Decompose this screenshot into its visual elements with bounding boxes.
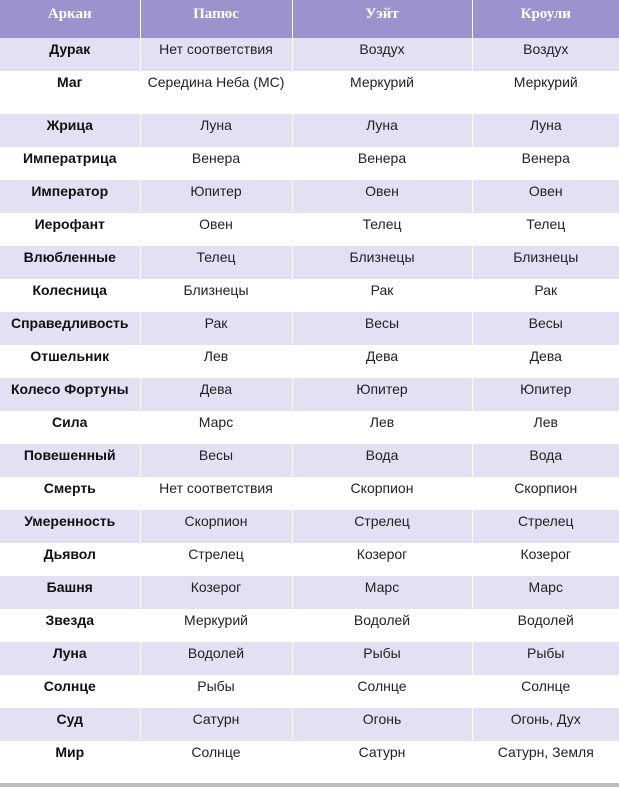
table-header xyxy=(0,0,619,38)
papus-cell: Солнце xyxy=(140,741,292,776)
papus-cell: Середина Неба (MC) xyxy=(140,71,292,114)
crowley-cell: Рак xyxy=(472,279,619,312)
table-row xyxy=(0,213,619,246)
arcana-cell: Повешенный xyxy=(0,444,140,477)
arcana-cell: Справедливость xyxy=(0,312,140,345)
table-row xyxy=(0,180,619,213)
papus-cell: Марс xyxy=(140,411,292,444)
papus-cell: Луна xyxy=(140,114,292,147)
table-row xyxy=(0,543,619,576)
waite-cell: Лев xyxy=(292,411,472,444)
arcana-cell: Солнце xyxy=(0,675,140,708)
crowley-cell: Меркурий xyxy=(472,71,619,114)
crowley-cell: Стрелец xyxy=(472,510,619,543)
crowley-cell: Рыбы xyxy=(472,642,619,675)
waite-cell: Овен xyxy=(292,180,472,213)
waite-cell: Солнце xyxy=(292,675,472,708)
waite-cell: Весы xyxy=(292,312,472,345)
papus-cell: Лев xyxy=(140,345,292,378)
papus-cell: Весы xyxy=(140,444,292,477)
arcana-cell: Дурак xyxy=(0,38,140,71)
table-row xyxy=(0,675,619,708)
papus-cell: Меркурий xyxy=(140,609,292,642)
table-row xyxy=(0,312,619,345)
crowley-cell: Марс xyxy=(472,576,619,609)
column-header-crowley: Кроули xyxy=(472,0,619,38)
arcana-cell: Влюбленные xyxy=(0,246,140,279)
papus-cell: Телец xyxy=(140,246,292,279)
table-row xyxy=(0,378,619,411)
arcana-cell: Звезда xyxy=(0,609,140,642)
waite-cell: Водолей xyxy=(292,609,472,642)
table-row xyxy=(0,279,619,312)
waite-cell: Воздух xyxy=(292,38,472,71)
arcana-cell: Император xyxy=(0,180,140,213)
papus-cell: Дева xyxy=(140,378,292,411)
waite-cell: Близнецы xyxy=(292,246,472,279)
arcana-cell: Умеренность xyxy=(0,510,140,543)
crowley-cell: Скорпион xyxy=(472,477,619,510)
waite-cell: Огонь xyxy=(292,708,472,741)
papus-cell: Близнецы xyxy=(140,279,292,312)
arcana-cell: Смерть xyxy=(0,477,140,510)
crowley-cell: Венера xyxy=(472,147,619,180)
crowley-cell: Водолей xyxy=(472,609,619,642)
waite-cell: Дева xyxy=(292,345,472,378)
crowley-cell: Весы xyxy=(472,312,619,345)
arcana-cell: Отшельник xyxy=(0,345,140,378)
waite-cell: Марс xyxy=(292,576,472,609)
column-header-arcana: Аркан xyxy=(0,0,140,38)
waite-cell: Вода xyxy=(292,444,472,477)
waite-cell: Стрелец xyxy=(292,510,472,543)
papus-cell: Рак xyxy=(140,312,292,345)
papus-cell: Юпитер xyxy=(140,180,292,213)
crowley-cell: Воздух xyxy=(472,38,619,71)
crowley-cell: Овен xyxy=(472,180,619,213)
arcana-cell: Колесница xyxy=(0,279,140,312)
crowley-cell: Козерог xyxy=(472,543,619,576)
bottom-divider xyxy=(0,783,619,787)
table-row xyxy=(0,609,619,642)
papus-cell: Рыбы xyxy=(140,675,292,708)
arcana-cell: Императрица xyxy=(0,147,140,180)
table-row xyxy=(0,114,619,147)
papus-cell: Овен xyxy=(140,213,292,246)
papus-cell: Нет соответствия xyxy=(140,477,292,510)
arcana-cell: Иерофант xyxy=(0,213,140,246)
crowley-cell: Сатурн, Земля xyxy=(472,741,619,776)
header-row xyxy=(0,0,619,38)
crowley-cell: Близнецы xyxy=(472,246,619,279)
table-row xyxy=(0,345,619,378)
table-row xyxy=(0,576,619,609)
arcana-cell: Дьявол xyxy=(0,543,140,576)
papus-cell: Сатурн xyxy=(140,708,292,741)
table-row xyxy=(0,477,619,510)
papus-cell: Скорпион xyxy=(140,510,292,543)
table-row xyxy=(0,642,619,675)
crowley-cell: Огонь, Дух xyxy=(472,708,619,741)
papus-cell: Козерог xyxy=(140,576,292,609)
crowley-cell: Вода xyxy=(472,444,619,477)
waite-cell: Меркурий xyxy=(292,71,472,114)
arcana-cell: Сила xyxy=(0,411,140,444)
table-row xyxy=(0,71,619,114)
waite-cell: Козерог xyxy=(292,543,472,576)
waite-cell: Луна xyxy=(292,114,472,147)
waite-cell: Юпитер xyxy=(292,378,472,411)
waite-cell: Рыбы xyxy=(292,642,472,675)
papus-cell: Водолей xyxy=(140,642,292,675)
crowley-cell: Телец xyxy=(472,213,619,246)
crowley-cell: Луна xyxy=(472,114,619,147)
waite-cell: Телец xyxy=(292,213,472,246)
table-row xyxy=(0,38,619,71)
table-row xyxy=(0,444,619,477)
papus-cell: Стрелец xyxy=(140,543,292,576)
column-header-waite: Уэйт xyxy=(292,0,472,38)
waite-cell: Сатурн xyxy=(292,741,472,776)
table-row xyxy=(0,741,619,776)
arcana-cell: Маг xyxy=(0,71,140,114)
table-row xyxy=(0,708,619,741)
column-header-papus: Папюс xyxy=(140,0,292,38)
waite-cell: Скорпион xyxy=(292,477,472,510)
waite-cell: Венера xyxy=(292,147,472,180)
arcana-cell: Жрица xyxy=(0,114,140,147)
waite-cell: Рак xyxy=(292,279,472,312)
table-body xyxy=(0,38,619,776)
crowley-cell: Лев xyxy=(472,411,619,444)
papus-cell: Венера xyxy=(140,147,292,180)
table-row xyxy=(0,510,619,543)
table-row xyxy=(0,246,619,279)
arcana-cell: Башня xyxy=(0,576,140,609)
arcana-cell: Луна xyxy=(0,642,140,675)
arcana-cell: Колесо Фортуны xyxy=(0,378,140,411)
papus-cell: Нет соответствия xyxy=(140,38,292,71)
table-row xyxy=(0,147,619,180)
arcana-cell: Мир xyxy=(0,741,140,776)
arcana-cell: Суд xyxy=(0,708,140,741)
crowley-cell: Дева xyxy=(472,345,619,378)
table-row xyxy=(0,411,619,444)
crowley-cell: Солнце xyxy=(472,675,619,708)
crowley-cell: Юпитер xyxy=(472,378,619,411)
